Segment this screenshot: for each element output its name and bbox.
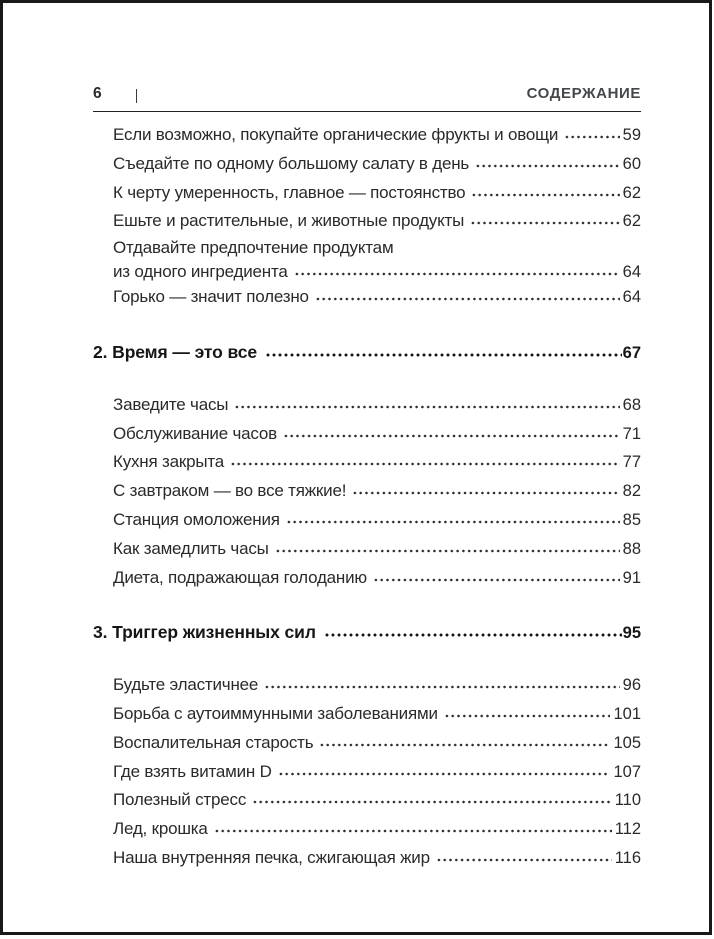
toc-chapter-title: 2. Время — это все [93,341,257,362]
leader-dots [319,742,610,748]
toc-entry [93,179,641,208]
toc-entry-page: 91 [622,568,641,587]
toc-chapter-page: 95 [622,624,641,643]
page-header [93,0,641,103]
toc-entry-title: Горько — значит полезно [113,287,309,307]
toc-chapter-page: 67 [622,343,641,362]
toc-entry [93,448,641,477]
toc-entry [93,564,641,593]
leader-dots [286,519,620,525]
toc-entry-page: 62 [622,212,641,231]
toc-entry-page: 88 [622,539,641,558]
toc-entry [93,815,641,844]
toc-entry-page: 112 [614,820,641,839]
toc-entry [93,700,641,729]
toc-entry-page: 107 [613,762,641,781]
toc-entry [93,477,641,506]
leader-dots [275,548,620,554]
toc-entry [93,391,641,420]
toc-entry-title: Как замедлить часы [113,538,269,558]
leader-dots [564,134,619,140]
toc-entry-page: 77 [622,453,641,472]
page-number-divider [136,89,138,103]
toc-entry-page: 59 [622,126,641,144]
leader-dots [444,713,611,719]
toc-entry-title: Отдавайте предпочтение продуктам [113,238,394,258]
header-rule [93,111,641,112]
leader-dots [471,192,619,198]
toc-entry-page: 60 [622,154,641,173]
leader-dots [324,632,622,638]
toc-entry [93,207,641,236]
toc-entry-title: Ешьте и растительные, и животные продукты [113,211,465,231]
toc-entry-page: 64 [622,288,641,307]
leader-dots [264,684,619,690]
toc-entry-title: Воспалительная старость [113,732,314,752]
toc-entry-title: Борьба с аутоиммунными заболеваниями [113,703,438,723]
toc-entry-title: Где взять витамин D [113,761,272,781]
toc-entry-title: Обслуживание часов [113,423,277,443]
toc-entry-title: Наша внутренняя печка, сжигающая жир [113,847,430,867]
toc-entry-title: Кухня закрыта [113,452,225,472]
leader-dots [294,271,620,277]
toc-chapter-heading [93,618,641,647]
toc-entry-title: С завтраком — во все тяжкие! [113,481,347,501]
toc-entry-page: 110 [614,791,641,810]
toc-entry [93,236,641,283]
leader-dots [265,352,622,358]
toc-entry [93,729,641,758]
toc-entry [93,121,641,150]
toc-page [93,0,641,873]
leader-dots [352,490,619,496]
toc-entry-page: 68 [622,395,641,414]
table-of-contents [93,121,641,873]
toc-entry-title: Заведите часы [113,394,229,414]
running-header-title: СОДЕРЖАНИЕ [526,85,641,102]
page-number: 6 [93,85,102,102]
toc-entry-title: Съедайте по одному большому салату в день [113,153,470,173]
toc-chapter-heading [93,338,641,367]
leader-dots [315,296,620,302]
leader-dots [436,857,612,863]
toc-entry-title: Станция омоложения [113,509,280,529]
toc-entry [93,420,641,449]
toc-entry [93,671,641,700]
toc-entry-page: 62 [622,183,641,202]
toc-entry-page: 82 [622,482,641,501]
toc-entry-title: Полезный стресс [113,790,247,810]
toc-entry-title: К черту умеренность, главное — постоянство [113,182,466,202]
toc-entry [93,758,641,787]
toc-entry-page: 105 [613,733,641,752]
toc-entry [93,506,641,535]
toc-entry [93,786,641,815]
toc-entry-title: Лед, крошка [113,819,208,839]
leader-dots [475,163,620,169]
leader-dots [373,577,620,583]
leader-dots [234,404,619,410]
toc-entry-page: 85 [622,510,641,529]
leader-dots [230,461,620,467]
toc-entry [93,844,641,873]
toc-entry [93,535,641,564]
leader-dots [283,433,620,439]
toc-entry-title: Диета, подражающая голоданию [113,567,367,587]
toc-entry-page: 64 [622,262,641,281]
leader-dots [252,799,612,805]
leader-dots [278,771,611,777]
toc-entry-page: 96 [622,676,641,695]
leader-dots [470,220,620,226]
toc-entry-page: 101 [613,704,641,723]
toc-entry-title-continued: из одного ингредиента [113,261,288,281]
toc-entry [93,283,641,312]
toc-entry-page: 116 [614,848,641,867]
leader-dots [214,828,612,834]
toc-entry-page: 71 [622,424,641,443]
toc-entry-title: Будьте эластичнее [113,675,259,695]
toc-entry-title: Если возможно, покупайте органические фрукты и овощи [113,125,559,144]
toc-chapter-title: 3. Триггер жизненных сил [93,622,316,643]
toc-entry [93,150,641,179]
